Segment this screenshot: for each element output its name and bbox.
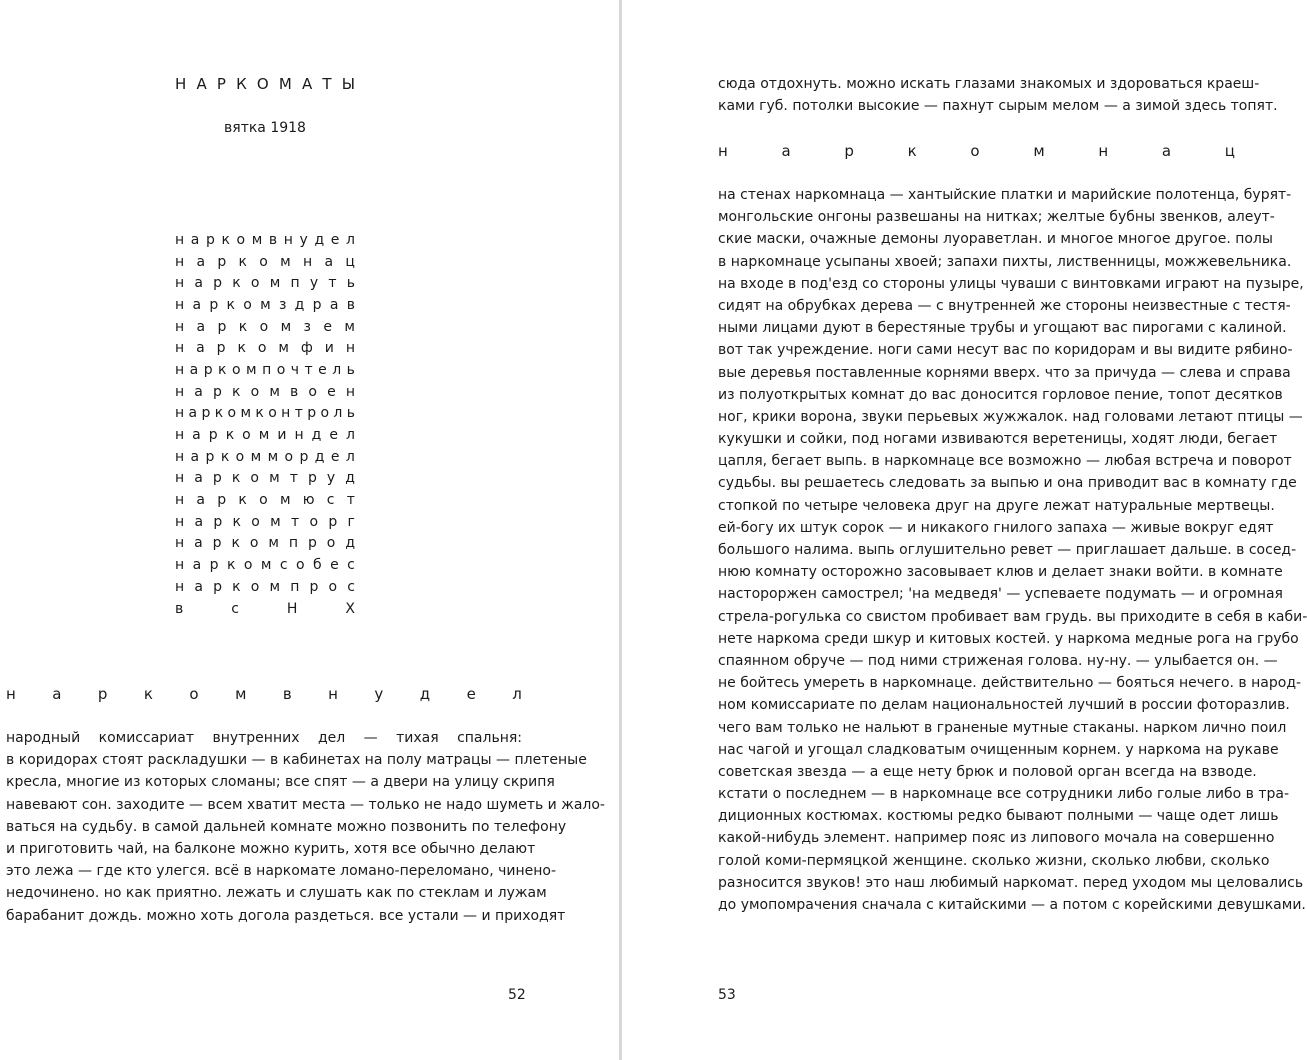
list-item: н а р к о м з е м <box>175 318 355 335</box>
text-line: настороржен самострел; 'на медведя' — успеваете подумать — и огромная <box>718 586 1283 603</box>
text-line: ными лицами дуют в берестяные трубы и угощают вас пирогами с калиной. <box>718 320 1287 337</box>
text-line: сидят на обрубках дерева — с внутренней же стороны неизвестные с тестя- <box>718 297 1291 314</box>
list-item: н а р к о м в н у д е л <box>175 231 355 248</box>
text-line: ног, крики ворона, звуки перьевых жужжалок. над головами летают птицы — <box>718 408 1303 425</box>
text-line: народный комиссариат внутренних дел — тихая спальня: <box>6 730 522 746</box>
page-title: Н А Р К О М А Т Ы <box>175 75 355 93</box>
list-item: н а р к о м к о н т р о л ь <box>175 405 355 422</box>
text-line: стрела-рогулька со свистом пробивает вам грудь. вы приходите в себя в каби- <box>718 608 1307 625</box>
page-number: 53 <box>718 987 736 1003</box>
list-item: в с Н Х <box>175 600 355 617</box>
text-line: стопкой по четыре человека друг на друге лежат натуральные мертвецы. <box>718 497 1275 514</box>
section-body <box>718 184 1307 916</box>
text-line: судьбы. вы решаетесь следовать за выпью и она приводит вас в комнату где <box>718 475 1297 492</box>
list-item: н а р к о м м о р д е л <box>175 448 355 465</box>
text-line: большого налима. выпь оглушительно ревет — приглашает дальше. в сосед- <box>718 542 1297 558</box>
list-item: н а р к о м ф и н <box>175 340 355 357</box>
text-line: навевают сон. заходите — всем хватит места — только не надо шуметь и жало- <box>6 796 605 813</box>
section-heading: н а р к о м н а ц <box>718 142 1235 160</box>
text-line: вот так учреждение. ноги сами несут вас по коридорам и вы видите рябино- <box>718 342 1293 359</box>
section-body <box>6 727 605 927</box>
list-item: н а р к о м н а ц <box>175 253 355 270</box>
text-line: не бойтесь умереть в наркомнаце. действительно — бояться нечего. в народ- <box>718 675 1302 692</box>
text-line: монгольские онгоны развешаны на нитках; желтые бубны звенков, алеут- <box>718 209 1275 226</box>
place-year: вятка 1918 <box>224 120 306 136</box>
text-line: цапля, бегает выпь. в наркомнаце все возможно — любая встреча и поворот <box>718 453 1292 470</box>
list-item: н а р к о м п р о с <box>175 578 355 595</box>
text-line: ские маски, очажные демоны луораветлан. и многое многое другое. полы <box>718 231 1273 248</box>
continuation-text <box>718 73 1278 117</box>
text-line: спаянном обруче — под ними стриженая голова. ну-ну. — улыбается он. — <box>718 652 1278 669</box>
list-item: н а р к о м ю с т <box>175 492 355 509</box>
text-line: из полуоткрытых комнат до вас доносится горловое пение, топот десятков <box>718 386 1283 403</box>
text-line: кстати о последнем — в наркомнаце все сотрудники либо голые либо в тра- <box>718 786 1290 803</box>
list-item: н а р к о м п р о д <box>175 535 355 552</box>
text-line: вые деревья поставленные корнями вверх. что за причуда — слева и справа <box>718 364 1291 381</box>
list-item: н а р к о м з д р а в <box>175 296 355 313</box>
text-line: нас чагой и угощал сладковатым очищенным корнем. у наркома на рукаве <box>718 741 1279 758</box>
text-line: нюю комнату осторожно засовывает клюв и делает знаки войти. в комнате <box>718 564 1283 581</box>
text-line: чего вам только не нальют в граненые мутные стаканы. нарком лично поил <box>718 719 1287 736</box>
list-item: н а р к о м с о б е с <box>175 557 355 574</box>
list-item: н а р к о м и н д е л <box>175 427 355 444</box>
text-line: кукушки и сойки, под ногами извиваются веретеницы, ходят люди, бегает <box>718 431 1278 448</box>
text-line: советская звезда — а еще нету брюк и половой орган всегда на взводе. <box>718 763 1257 780</box>
text-line: голой коми-пермяцкой женщине. сколько жизни, сколько любви, сколько <box>718 852 1270 869</box>
text-line: и приготовить чай, на балконе можно курить, хотя все обычно делают <box>6 840 536 857</box>
text-line: барабанит дождь. можно хоть догола раздеться. все устали — и приходят <box>6 907 566 924</box>
text-line: ваться на судьбу. в самой дальней комнате можно позвонить по телефону <box>6 818 567 835</box>
text-line: ей-богу их штук сорок — и никакого гнилого запаха — живые вокруг едят <box>718 519 1274 536</box>
text-line: сюда отдохнуть. можно искать глазами знакомых и здороваться краеш- <box>718 76 1260 92</box>
list-item: н а р к о м п о ч т е л ь <box>175 361 355 378</box>
text-line: какой-нибудь элемент. например пояс из липового мочала на совершенно <box>718 830 1275 847</box>
text-line: ном комиссариате по делам национальностей лучший в россии фоторазлив. <box>718 697 1290 714</box>
page-number: 52 <box>508 987 526 1003</box>
text-line: на входе в под'езд со стороны улицы чуваши с винтовками играют на пузыре, <box>718 275 1304 292</box>
right-page <box>622 0 1307 1060</box>
list-item: н а р к о м т р у д <box>175 470 355 487</box>
text-line: в коридорах стоят раскладушки — в кабинетах на полу матрацы — плетеные <box>6 752 587 769</box>
commissariat-list <box>175 229 355 619</box>
left-page <box>0 0 619 1060</box>
text-line: нете наркома среди шкур и китовых костей. у наркома медные рога на грубо <box>718 630 1299 647</box>
text-line: до умопомрачения сначала с китайскими — а потом с корейскими девушками. <box>718 897 1306 913</box>
text-line: это лежа — где кто улегся. всё в наркомате ломано-переломано, чинено- <box>6 863 557 880</box>
text-line: разносится звуков! это наш любимый наркомат. перед уходом мы целовались <box>718 874 1304 891</box>
list-item: н а р к о м в о е н <box>175 383 355 400</box>
text-line: ками губ. потолки высокие — пахнут сырым мелом — а зимой здесь топят. <box>718 98 1278 115</box>
text-line: кресла, многие из которых сломаны; все спят — а двери на улицу скрипя <box>6 774 555 791</box>
section-heading: н а р к о м в н у д е л <box>6 685 522 703</box>
text-line: недочинено. но как приятно. лежать и слушать как по стеклам и лужам <box>6 885 547 902</box>
text-line: в наркомнаце усыпаны хвоей; запахи пихты, лиственницы, можжевельника. <box>718 253 1292 270</box>
list-item: н а р к о м т о р г <box>175 513 355 530</box>
text-line: диционных костюмах. костюмы редко бывают полными — чаще одет лишь <box>718 808 1279 825</box>
list-item: н а р к о м п у т ь <box>175 275 355 292</box>
text-line: на стенах наркомнаца — хантыйские платки и марийские полотенца, бурят- <box>718 187 1292 203</box>
